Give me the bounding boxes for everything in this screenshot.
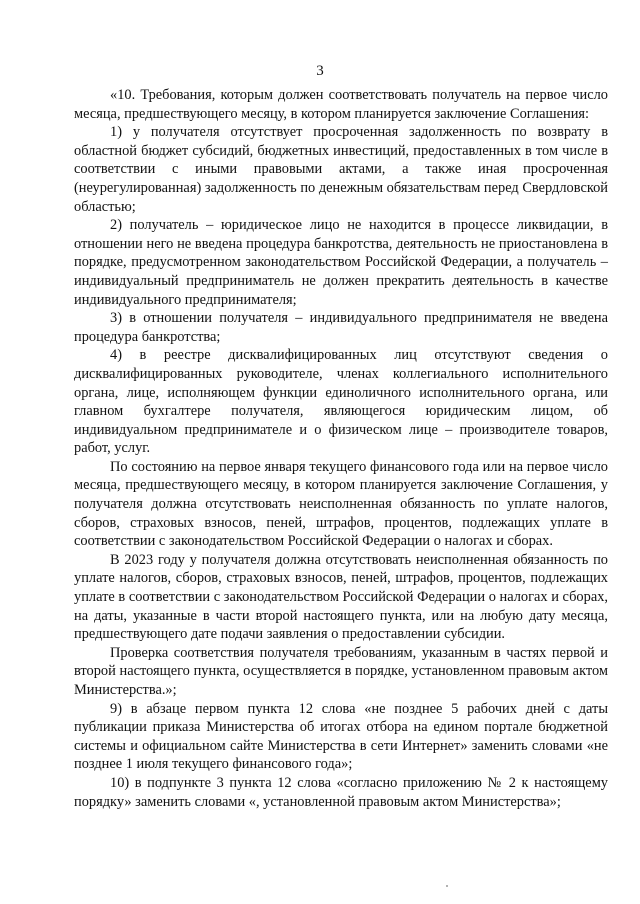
- paragraph-item-4: 4) в реестре дисквалифицированных лиц отсутствуют сведения о дисквалифицированных руководителе, членах коллегиального исполнительного органа, лице, исполняющем функции единоличного исполнительного органа, или главном бухгалтере получателя, являющегося юридическим лицом, об индивидуальном предпринимателе и о физическом лице – производителе товаров, работ, услуг.: [74, 347, 608, 457]
- paragraph-tax-obligation: По состоянию на первое января текущего финансового года или на первое число месяца, предшествующего месяцу, в котором планируется заключение Соглашения, у получателя должна отсутствовать неисполненная обязанность по уплате налогов, сборов, страховых взносов, пеней, штрафов, процентов, подлежащих уплате в соответствии с законодательством Российской Федерации о налогах и сборах.: [74, 458, 608, 550]
- page-number: 3: [316, 63, 324, 79]
- paragraph-item-2: 2) получатель – юридическое лицо не находится в процессе ликвидации, в отношении него не введена процедура банкротства, деятельность не приостановлена в порядке, предусмотренном законодательством Российской Федерации, а получатель – индивидуальный предприниматель не должен прекратить деятельность в качестве индивидуального предпринимателя;: [74, 217, 608, 308]
- paragraph-2023-rule: В 2023 году у получателя должна отсутствовать неисполненная обязанность по уплате налогов, сборов, страховых взносов, пеней, штрафов, процентов, подлежащих уплате в соответствии с законодательством Российской Федерации о налогах и сборах, на даты, указанные в части второй настоящего пункта, или на любую дату месяца, предшествующего дате подачи заявления о предоставлении субсидии.: [74, 551, 608, 643]
- paragraph-amendment-9: 9) в абзаце первом пункта 12 слова «не позднее 5 рабочих дней с даты публикации приказа Министерства об итогах отбора на едином портале бюджетной системы и официальном сайте Министерства в сети Интернет» заменить словами «не позднее 1 июля текущего финансового года»;: [74, 700, 608, 773]
- document-body: [74, 86, 608, 811]
- paragraph-verification: Проверка соответствия получателя требованиям, указанным в частях первой и второй настоящего пункта, осуществляется в порядке, установленном правовым актом Министерства.»;: [74, 644, 608, 698]
- paragraph-item-3: 3) в отношении получателя – индивидуального предпринимателя не введена процедура банкротства;: [74, 310, 608, 345]
- paragraph-requirements-intro: «10. Требования, которым должен соответствовать получатель на первое число месяца, предшествующего месяцу, в котором планируется заключение Соглашения:: [74, 87, 608, 122]
- paragraph-amendment-10: 10) в подпункте 3 пункта 12 слова «согласно приложению № 2 к настоящему порядку» заменить словами «, установленной правовым актом Министерства»;: [74, 774, 608, 810]
- scan-speck: [446, 885, 448, 887]
- paragraph-item-1: 1) у получателя отсутствует просроченная задолженность по возврату в областной бюджет субсидий, бюджетных инвестиций, предоставленных в том числе в соответствии с иными правовыми актами, а также иная просроченная (неурегулированная) задолженность по денежным обязательствам перед Свердловской областью;: [74, 124, 608, 215]
